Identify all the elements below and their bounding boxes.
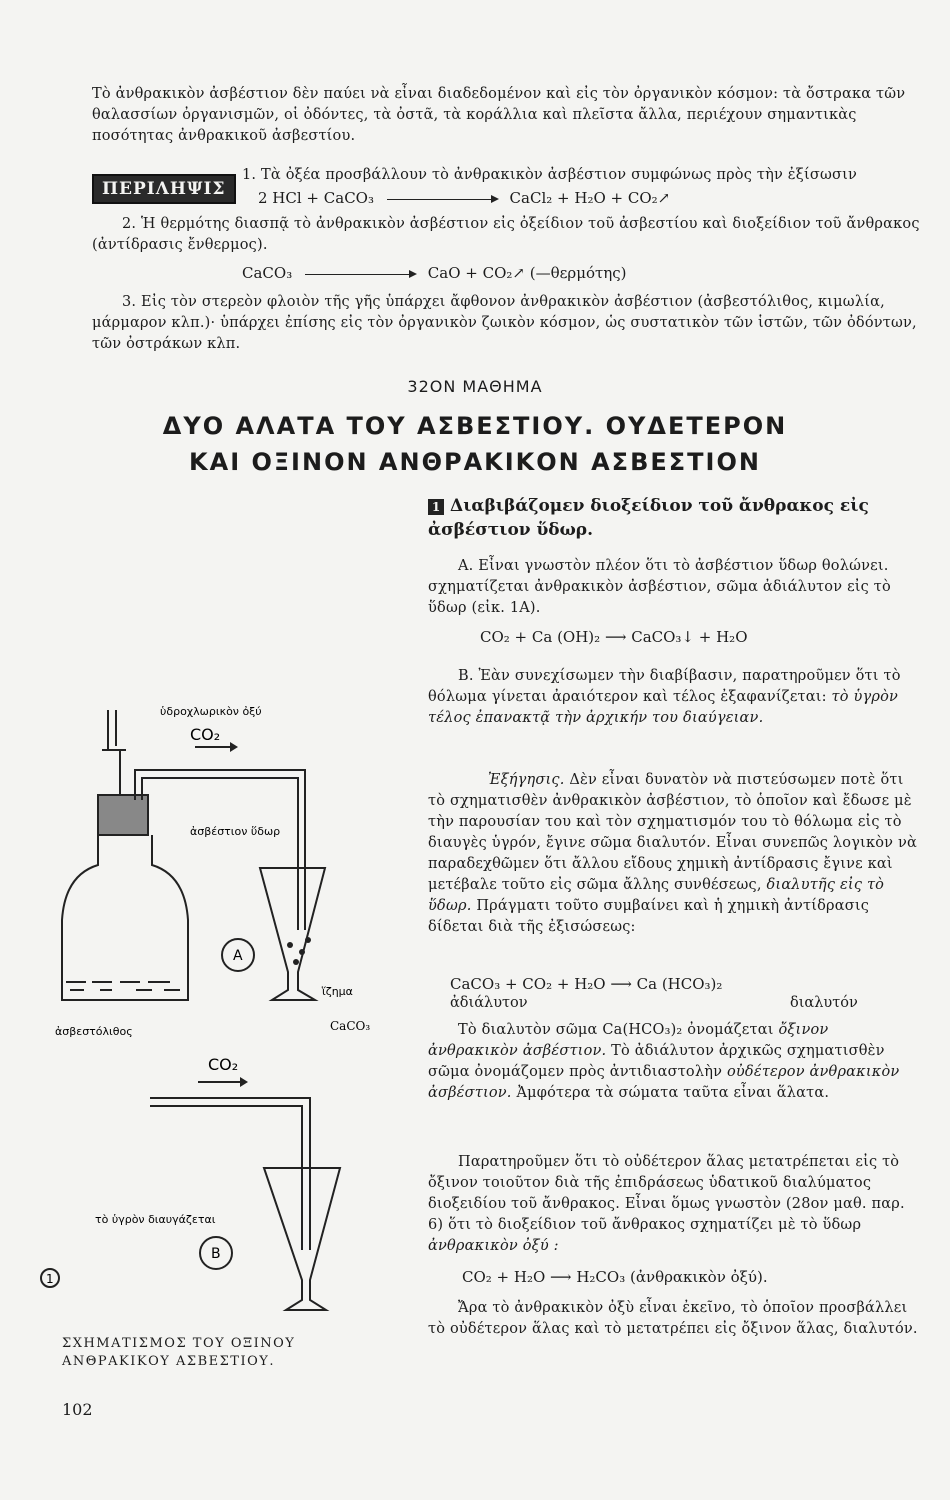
label-a: A — [233, 948, 243, 964]
lesson-title-line-2: ΚΑΙ ΟΞΙΝΟΝ ΑΝΘΡΑΚΙΚΟΝ ΑΣΒΕΣΤΙΟΝ — [189, 448, 761, 476]
section-heading — [428, 494, 923, 542]
label-liquid-clears: τὸ ὑγρὸν διαυγάζεται — [95, 1213, 216, 1226]
equation-right: CaCl₂ + H₂O + CO₂↗ — [509, 189, 671, 207]
equation-d: CO₂ + H₂O ⟶ H₂CO₃ (ἀνθρακικὸν ὀξύ). — [462, 1268, 768, 1286]
explanation-paragraph: Ἐξήγησις. Δὲν εἶναι δυνατὸν νὰ πιστεύσωμεν ποτὲ ὅτι τὸ σχηματισθὲν ἀνθρακικὸν ἀσβέστιον, τὸ ὁποῖον καὶ ἔδωσε μὲ τὴν παρουσίαν του καὶ τὸν σχηματισμόν του τὸ θόλωμα εἰς τὸ διαυγὲς ὑγρόν, ἔγινε σῶμα διαλυτόν. Εἶναι συνεπῶς λογικὸν νὰ παραδεχθῶμεν ὅτι ἄλλου εἴδους χημικὴ ἀντίδρασις ἔγινε καὶ μετέβαλε τοῦτο εἰς σῶμα ἄλλης συνθέσεως, διαλυτῆς εἰς τὸ ὕδωρ. Πράγματι τοῦτο συμβαίνει καὶ ἡ χημικὴ ἀντίδρασις δίδεται διὰ τῆς ἐξισώσεως: — [428, 772, 917, 935]
label-co2-b: CO₂ — [208, 1055, 239, 1074]
label-insoluble: ἀδιάλυτον — [450, 995, 528, 1011]
label-lime-water: ἀσβέστιον ὕδωρ — [190, 825, 281, 838]
equation-c: CaCO₃ + CO₂ + H₂O ⟶ Ca (HCO₃)₂ — [450, 975, 723, 993]
summary-item-3: 3. Εἰς τὸν στερεὸν φλοιὸν τῆς γῆς ὑπάρχει ἄφθονον ἀνθρακικὸν ἀσβέστιον (ἀσβεστόλιθος, κιμωλία, μάρμαρον κλπ.)· ὑπάρχει ἐπίσης εἰς τὸν ὀργανικὸν ζωικὸν κόσμον, ὡς συστατικὸν τῶν ἱστῶν, τῶν ὀδόντων, τῶν ὀστράκων κλπ. — [92, 294, 917, 352]
reaction-arrow — [305, 274, 415, 275]
section-heading-text: Διαβιβάζομεν διοξείδιον τοῦ ἄνθρακος εἰς ἀσβέστιον ὕδωρ. — [428, 496, 869, 540]
equation-a: CO₂ + Ca (OH)₂ ⟶ CaCO₃↓ + H₂O — [480, 628, 748, 646]
equation-left: 2 HCl + CaCO₃ — [258, 189, 374, 207]
reaction-arrow — [387, 199, 497, 200]
equation-right: CaO + CO₂↗ (—θερμότης) — [427, 264, 627, 282]
label-caco3: CaCO₃ — [330, 1019, 371, 1033]
lesson-title-line-1: ΔΥΟ ΑΛΑΤΑ ΤΟΥ ΑΣΒΕΣΤΙΟΥ. ΟΥΔΕΤΕΡΟΝ — [162, 412, 788, 440]
label-hcl: ὑδροχλωρικὸν ὀξύ — [160, 705, 262, 718]
figure-caption: ΣΧΗΜΑΤΙΣΜΟΣ ΤΟΥ ΟΞΙΝΟΥ ΑΝΘΡΑΚΙΚΟΥ ΑΣΒΕΣΤΙΟΥ. — [62, 1336, 296, 1369]
paragraph-3: Παρατηροῦμεν ὅτι τὸ οὐδέτερον ἅλας μετατρέπεται εἰς τὸ ὄξινον τοιοῦτον διὰ τῆς ἐπιδράσεως ὑδατικοῦ διαλύματος διοξειδίου τοῦ ἄνθρακος. Εἶναι ὅμως γνωστὸν (28ον μαθ. παρ. 6) ὅτι τὸ διοξείδιον τοῦ ἄνθρακος σχηματίζει μὲ τὸ ὕδωρ ἀνθρακικὸν ὀξύ : — [428, 1154, 905, 1254]
paragraph-2: Τὸ διαλυτὸν σῶμα Ca(HCO₃)₂ ὀνομάζεται ὄξινον ἀνθρακικὸν ἀσβέστιον. Τὸ ἀδιάλυτον ἀρχικῶς σχηματισθὲν σῶμα ὀνομάζομεν πρὸς ἀντιδιαστολὴν οὐδέτερον ἀνθρακικὸν ἀσβέστιον. Ἀμφότερα τὰ σώματα ταῦτα εἶναι ἅλατα. — [428, 1022, 900, 1101]
section-marker: 1 — [428, 499, 444, 515]
label-sediment: ἵζημα — [322, 985, 353, 998]
intro-paragraph: Τὸ ἀνθρακικὸν ἀσβέστιον δὲν παύει νὰ εἶναι διαδεδομένον καὶ εἰς τὸν ὀργανικὸν κόσμον: τὰ ὄστρακα τῶν θαλασσίων ὀργανισμῶν, οἱ ὀδόντες, τὰ ὀστᾶ, τὰ κοράλλια καὶ πλεῖστα ἄλλα, περιέχουν σημαντικὰς ποσότητας ἀνθρακικοῦ ἀσβεστίου. — [92, 86, 906, 144]
summary-equation-2 — [242, 264, 902, 282]
summary-badge: ΠΕΡΙΛΗΨΙΣ — [92, 174, 236, 204]
stopper — [98, 795, 148, 835]
summary-item-2: 2. Ἡ θερμότης διασπᾷ τὸ ἀνθρακικὸν ἀσβέστιον εἰς ὀξείδιον τοῦ ἀσβεστίου καὶ διοξείδιον τοῦ ἄνθρακος (ἀντίδρασις ἔνθερμος). — [92, 216, 920, 253]
page-number: 102 — [62, 1400, 93, 1419]
summary-item-1: 1. Τὰ ὀξέα προσβάλλουν τὸ ἀνθρακικὸν ἀσβέστιον συμφώνως πρὸς τὴν ἐξίσωσιν — [242, 167, 857, 183]
equation-left: CaCO₃ — [242, 264, 293, 282]
paragraph-4: Ἄρα τὸ ἀνθρακικὸν ὀξὺ εἶναι ἐκεῖνο, τὸ ὁποῖον προσβάλλει τὸ οὐδέτερον ἅλας καὶ τὸ μετατρέπει εἰς ὄξινον ἅλας, διαλυτόν. — [428, 1300, 918, 1337]
figure-apparatus — [40, 690, 410, 1330]
label-co2-a: CO₂ — [190, 725, 221, 744]
label-soluble: διαλυτόν — [790, 995, 858, 1011]
summary-equation-1 — [258, 189, 918, 207]
label-b: B — [211, 1246, 221, 1262]
lesson-number: 32ΟΝ ΜΑΘΗΜΑ — [407, 377, 543, 396]
paragraph-b: Β. Ἐὰν συνεχίσωμεν τὴν διαβίβασιν, παρατηροῦμεν ὅτι τὸ θόλωμα γίνεται ἀραιότερον καὶ τέλος ἐξαφανίζεται: τὸ ὑγρὸν τέλος ἐπανακτᾷ τὴν ἀρχικήν του διαύγειαν. — [428, 668, 901, 726]
caption-number: 1 — [46, 1272, 54, 1286]
label-limestone: ἀσβεστόλιθος — [55, 1025, 133, 1038]
paragraph-a: Α. Εἶναι γνωστὸν πλέον ὅτι τὸ ἀσβέστιον ὕδωρ θολώνει. σχηματίζεται ἀνθρακικὸν ἀσβέστιον, σῶμα ἀδιάλυτον εἰς τὸ ὕδωρ (εἰκ. 1Α). — [428, 558, 891, 616]
